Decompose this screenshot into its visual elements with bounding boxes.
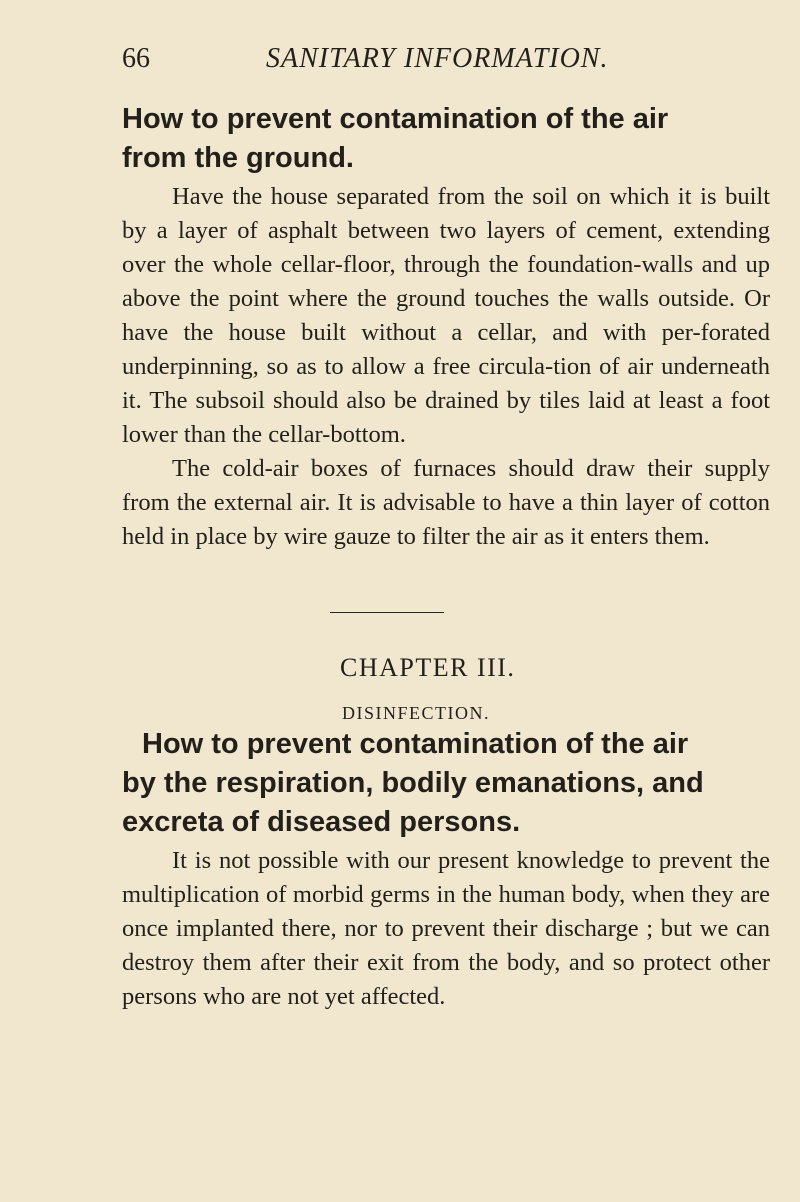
heading-line: by the respiration, bodily emanations, and (122, 767, 704, 799)
heading-line: How to prevent contamination of the air (122, 103, 669, 135)
paragraph: It is not possible with our present knowledge to prevent the multiplication of morbid germs in the human body, when they are once implanted there, nor to prevent their discharge ; but we can destroy them after their exit from the body, and so protect other persons who are not yet affected. (122, 847, 770, 1010)
book-page (122, 42, 770, 1014)
page-number: 66 (122, 43, 150, 74)
running-head (122, 42, 770, 78)
chapter-title: CHAPTER III. (340, 653, 516, 682)
running-title: SANITARY INFORMATION. (266, 43, 609, 74)
paragraph: The cold-air boxes of furnaces should draw their supply from the external air. It is advisable to have a thin layer of cotton held in place by wire gauze to filter the air as it enters them. (122, 455, 770, 550)
chapter-subtitle: DISINFECTION. (342, 703, 490, 723)
heading-line: from the ground. (122, 142, 354, 174)
section-heading-diseased-persons (122, 725, 770, 842)
heading-line: How to prevent contamination of the air (142, 728, 689, 760)
heading-line: excreta of diseased persons. (122, 806, 521, 838)
paragraph: Have the house separated from the soil on which it is built by a layer of asphalt between two layers of cement, extending over the whole cellar-floor, through the foundation-walls and up above the point where the ground touches the walls outside. Or have the house built without a cellar, and with per-forated underpinning, so as to allow a free circula-tion of air underneath it. The subsoil should also be drained by tiles laid at least a foot lower than the cellar-bottom. (122, 183, 770, 448)
section-divider-rule (330, 612, 444, 613)
section-heading-air-from-ground (122, 100, 770, 178)
